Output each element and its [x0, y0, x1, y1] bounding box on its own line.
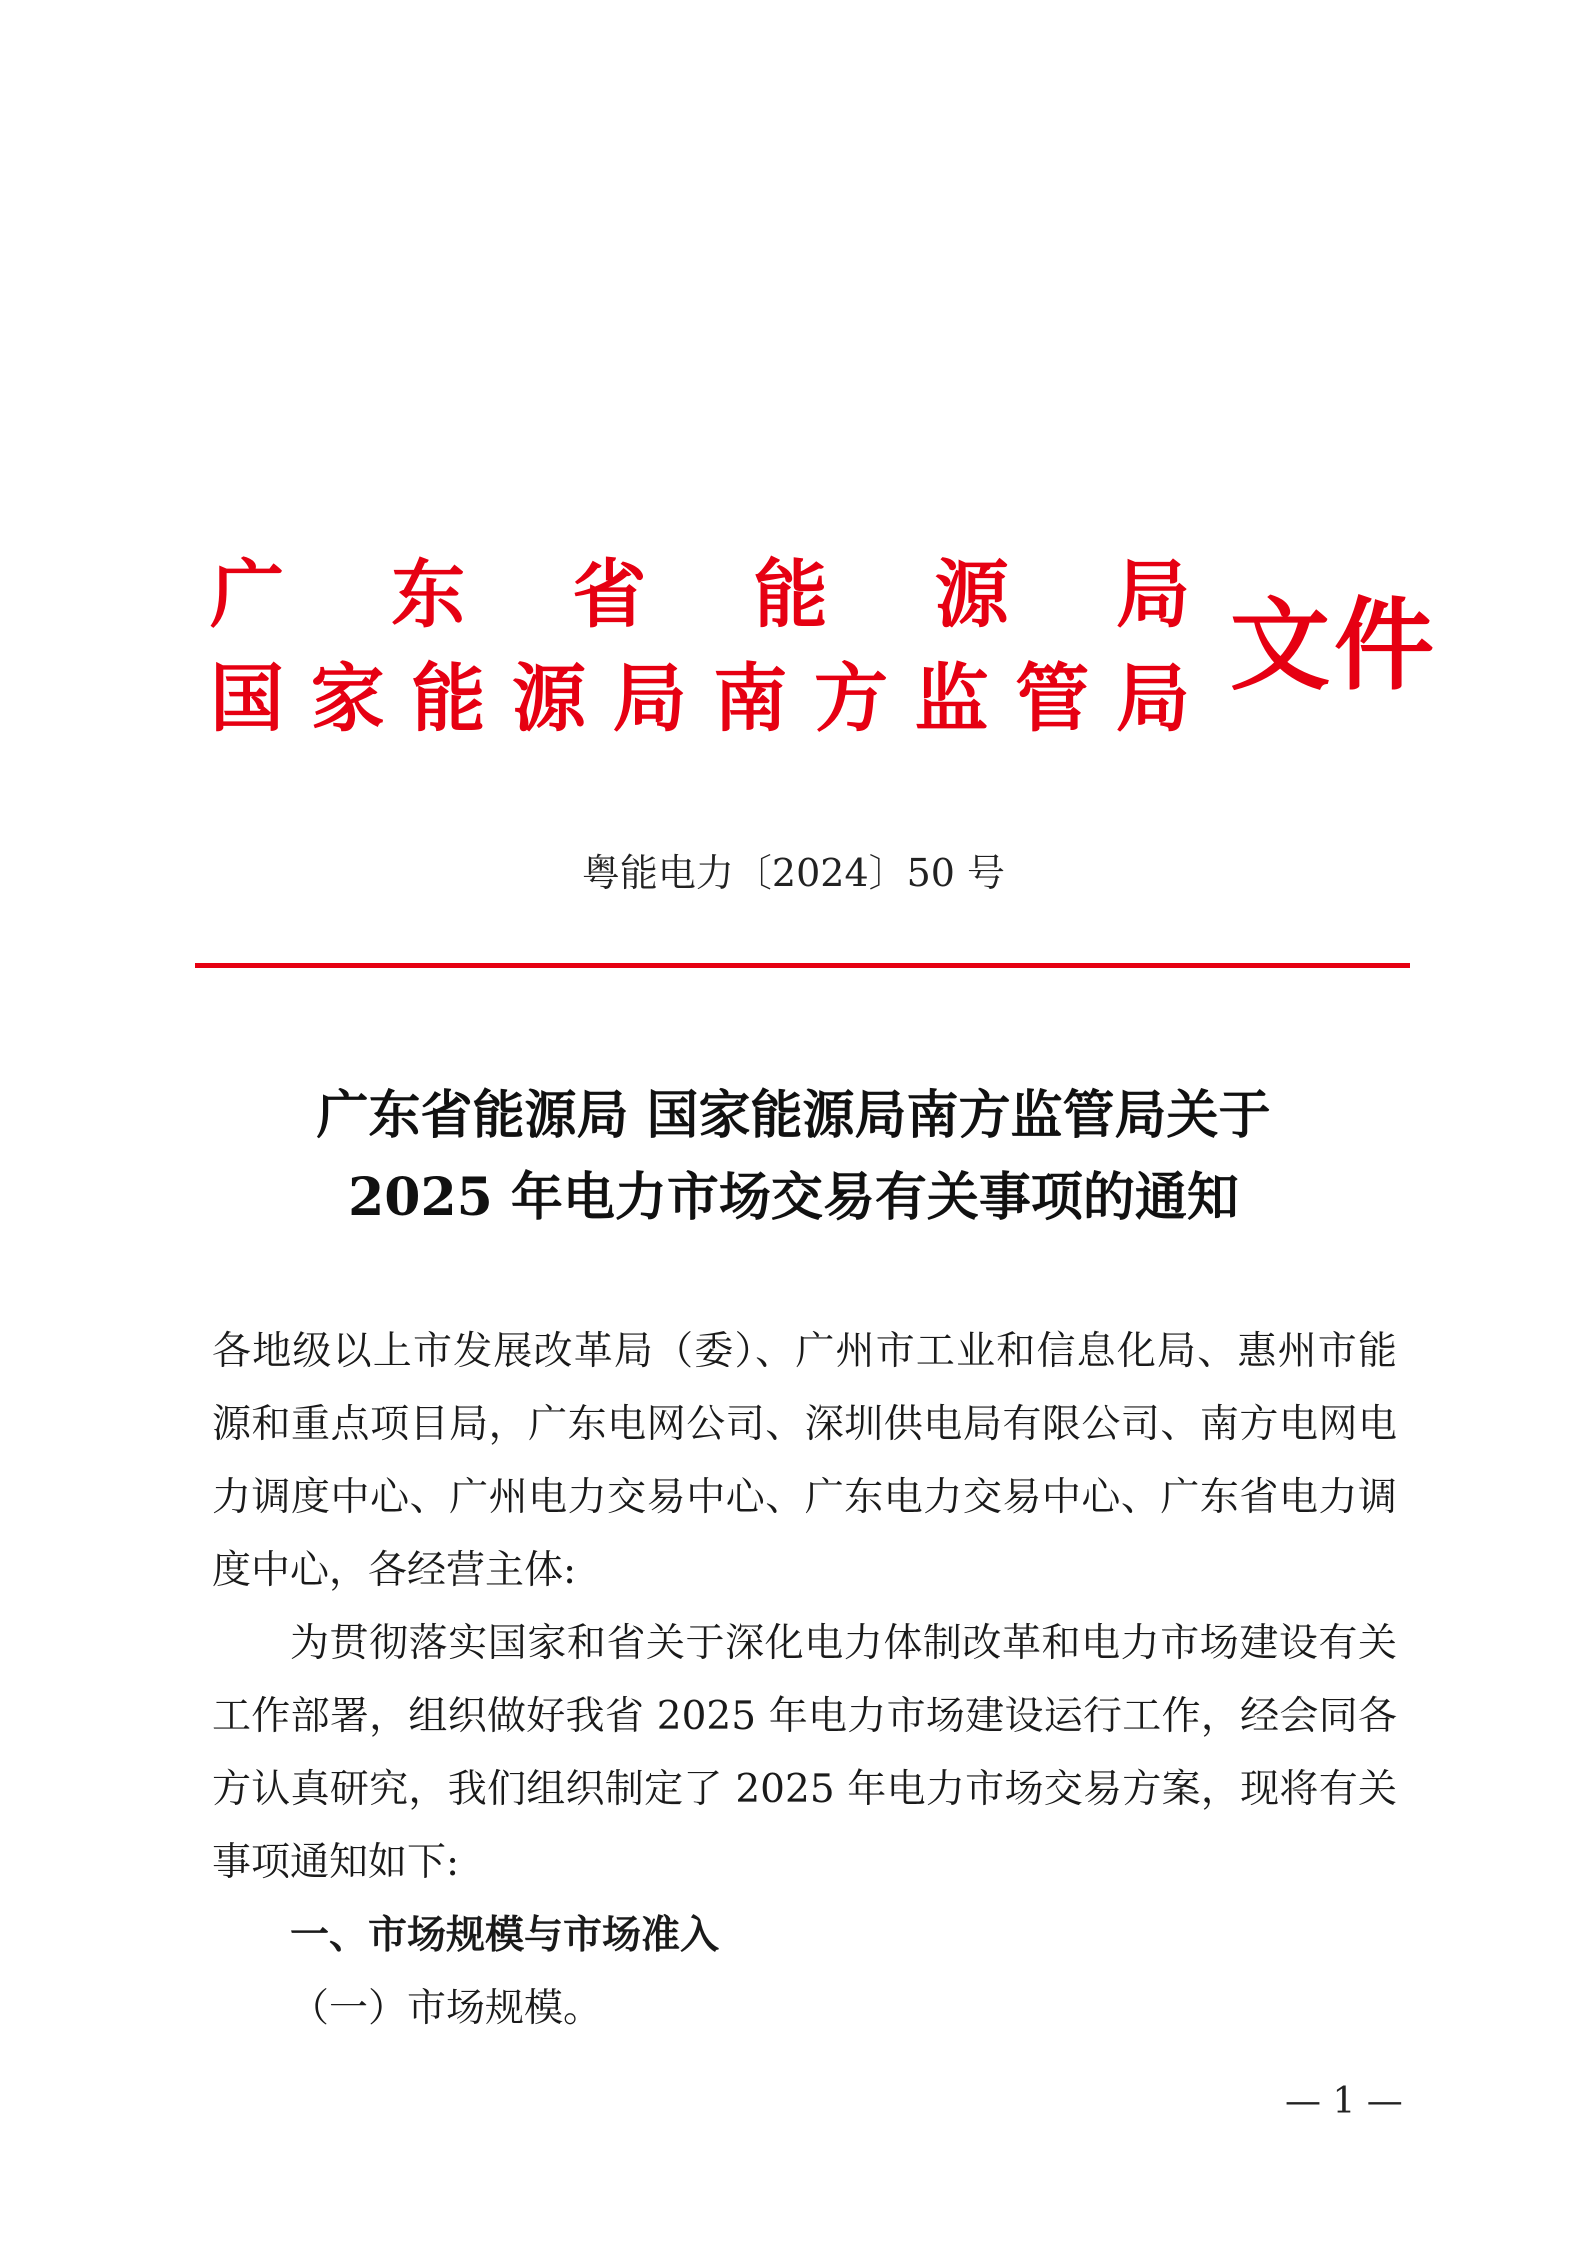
document-number: 粤能电力〔2024〕50 号 [581, 851, 1006, 895]
notice-body [212, 1315, 1397, 2045]
authority-char: 方 [813, 656, 888, 742]
authority-char: 家 [310, 656, 385, 742]
authority-char: 局 [1115, 552, 1190, 638]
issuing-authorities [210, 545, 1210, 749]
authority-char: 局 [1115, 656, 1190, 742]
title-line-1: 广东省能源局 国家能源局南方监管局关于 [316, 1085, 1271, 1146]
authority-char: 能 [753, 552, 828, 638]
document-suffix: 文件 [1230, 586, 1438, 704]
authority-char: 能 [411, 656, 486, 742]
authority-char: 源 [511, 656, 586, 742]
authority-char: 监 [914, 656, 989, 742]
authority-char: 南 [713, 656, 788, 742]
authority-char: 国 [210, 656, 284, 742]
authority-char: 省 [572, 552, 647, 638]
authority-char: 源 [934, 552, 1009, 638]
authority-char: 局 [612, 656, 687, 742]
notice-title [0, 1075, 1587, 1239]
intro-paragraph: 为贯彻落实国家和省关于深化电力体制改革和电力市场建设有关工作部署，组织做好我省 2025 年电力市场建设运行工作，经会同各方认真研究，我们组织制定了 2025 年电力市场交易方案，现将有关事项通知如下: [212, 1621, 1397, 1885]
red-divider-line [195, 963, 1410, 968]
authority-nea-southern-office [210, 649, 1190, 749]
subsection-market-scale: （一）市场规模。 [290, 1986, 603, 2031]
title-line-2: 2025 年电力市场交易有关事项的通知 [348, 1167, 1239, 1228]
authority-guangdong-energy-bureau [210, 545, 1190, 645]
page-number: — 1 — [1285, 2081, 1403, 2122]
authority-char: 广 [210, 552, 284, 638]
addressees-paragraph: 各地级以上市发展改革局（委）、广州市工业和信息化局、惠州市能源和重点项目局，广东电网公司、深圳供电局有限公司、南方电网电力调度中心、广州电力交易中心、广东电力交易中心、广东省电力调度中心，各经营主体: [212, 1329, 1397, 1593]
authority-char: 东 [391, 552, 466, 638]
section-heading-market-scale-and-access: 一、市场规模与市场准入 [290, 1913, 720, 1958]
authority-char: 管 [1015, 656, 1090, 742]
